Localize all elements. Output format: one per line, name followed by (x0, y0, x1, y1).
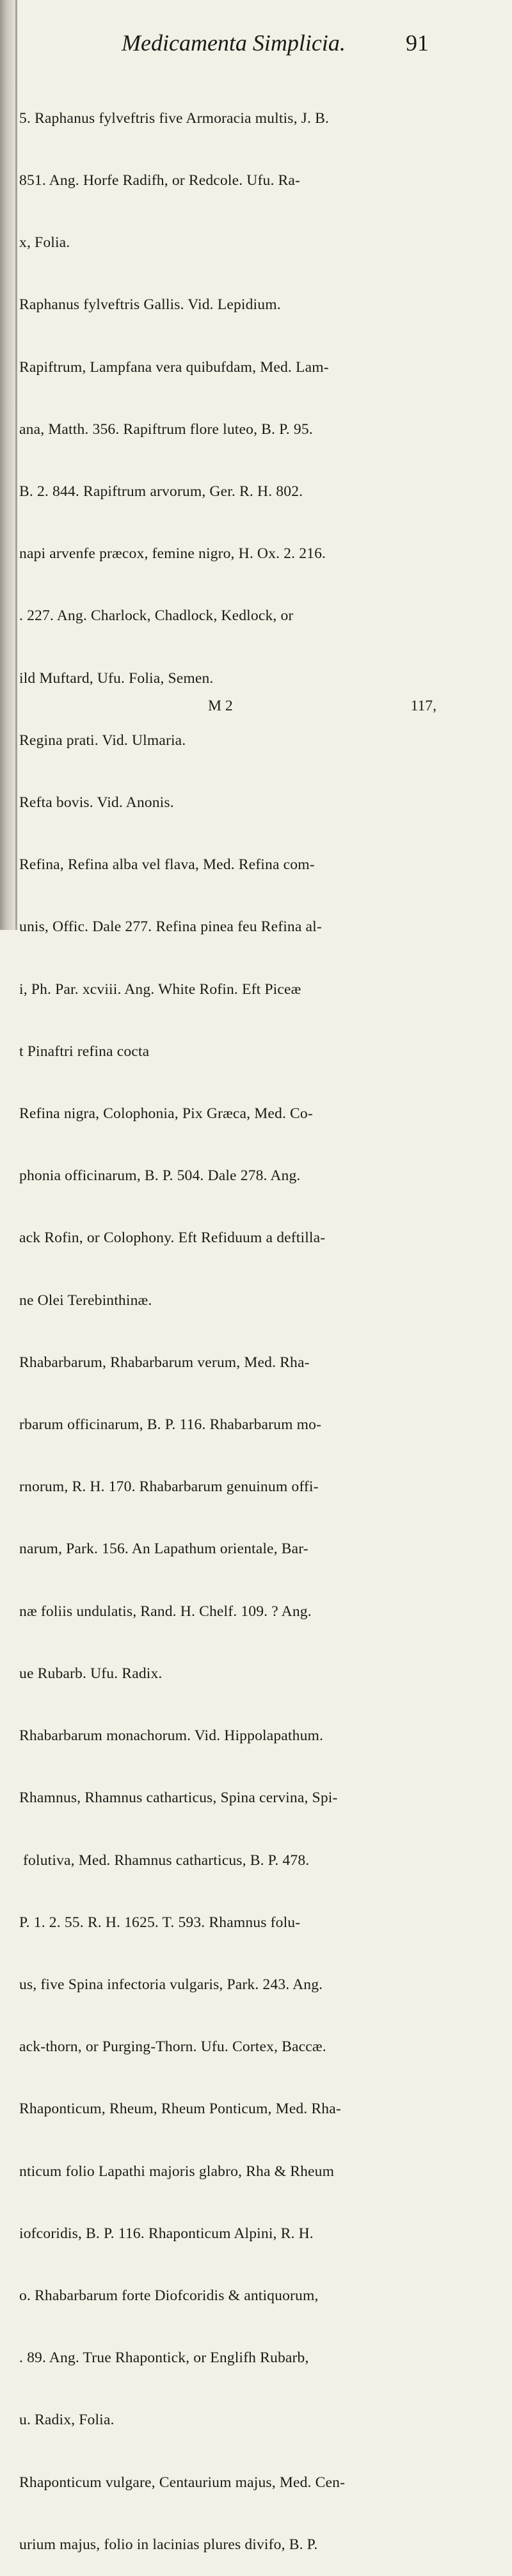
running-head: Medicamenta Simplicia. (122, 30, 346, 56)
text-line: t Pinaftri refina cocta (19, 1043, 150, 1060)
text-line: ack-thorn, or Purging-Thorn. Ufu. Cortex, Baccæ. (19, 2038, 326, 2056)
text-line: Regina prati. Vid. Ulmaria. (19, 732, 186, 749)
text-line: u. Radix, Folia. (19, 2412, 115, 2429)
text-line: nticum folio Lapathi majoris glabro, Rha & Rheum (19, 2163, 335, 2180)
page-footer (19, 698, 442, 718)
text-line: Rhaponticum, Rheum, Rheum Ponticum, Med. Rha- (19, 2100, 341, 2118)
text-line: folutiva, Med. Rhamnus catharticus, B. P. 478. (19, 1852, 310, 1869)
text-line: Refta bovis. Vid. Anonis. (19, 794, 174, 812)
text-line: ana, Matth. 356. Rapiftrum flore luteo, B. P. 95. (19, 420, 313, 438)
text-line: i, Ph. Par. xcviii. Ang. White Rofin. Eft Piceæ (19, 980, 301, 998)
text-line: narum, Park. 156. An Lapathum orientale, Bar- (19, 1540, 308, 1558)
text-line: ild Muftard, Ufu. Folia, Semen. (19, 669, 214, 687)
text-line: Rhamnus, Rhamnus catharticus, Spina cervina, Spi- (19, 1789, 338, 1807)
text-line: rnorum, R. H. 170. Rhabarbarum genuinum offi- (19, 1478, 319, 1496)
text-line: Refina nigra, Colophonia, Pix Græca, Med. Co- (19, 1105, 313, 1123)
text-line: Rhabarbarum monachorum. Vid. Hippolapathum. (19, 1727, 324, 1745)
text-line: 851. Ang. Horfe Radifh, or Redcole. Ufu. Ra- (19, 172, 301, 189)
text-line: ne Olei Terebinthinæ. (19, 1292, 152, 1309)
text-line: us, five Spina infectoria vulgaris, Park. 243. Ang. (19, 1976, 323, 1993)
text-line: . 227. Ang. Charlock, Chadlock, Kedlock, or (19, 607, 294, 625)
text-line: x, Folia. (19, 234, 70, 252)
signature-mark: M 2 (208, 698, 233, 714)
text-line: iofcoridis, B. P. 116. Rhaponticum Alpini, R. H. (19, 2225, 314, 2242)
text-line: o. Rhabarbarum forte Diofcoridis & antiquorum, (19, 2287, 319, 2304)
text-line: næ foliis undulatis, Rand. H. Chelf. 109. ? Ang. (19, 1603, 312, 1620)
text-line: Rapiftrum, Lampfana vera quibufdam, Med. Lam- (19, 358, 329, 376)
text-line: ue Rubarb. Ufu. Radix. (19, 1665, 163, 1682)
text-line: Refina, Refina alba vel flava, Med. Refina com- (19, 856, 315, 874)
page-number: 91 (406, 30, 429, 56)
text-line: 5. Raphanus fylveftris five Armoracia multis, J. B. (19, 109, 330, 127)
page-body (19, 67, 442, 2576)
text-line: Raphanus fylveftris Gallis. Vid. Lepidium. (19, 296, 281, 314)
text-line: ack Rofin, or Colophony. Eft Refiduum a deftilla- (19, 1229, 326, 1247)
page-header (122, 27, 429, 61)
binding-gutter (0, 0, 17, 930)
text-line: unis, Offic. Dale 277. Refina pinea feu Refina al- (19, 918, 322, 936)
text-line: Rhabarbarum, Rhabarbarum verum, Med. Rha- (19, 1354, 310, 1371)
text-line: napi arvenfe præcox, femine nigro, H. Ox. 2. 216. (19, 545, 326, 563)
catchword: 117, (410, 698, 436, 714)
text-line: phonia officinarum, B. P. 504. Dale 278. Ang. (19, 1167, 301, 1185)
text-line: urium majus, folio in lacinias plures divifo, B. P. (19, 2536, 318, 2553)
text-line: . 89. Ang. True Rhapontick, or Englifh Rubarb, (19, 2349, 309, 2367)
text-line: rbarum officinarum, B. P. 116. Rhabarbarum mo- (19, 1416, 322, 1434)
text-line: P. 1. 2. 55. R. H. 1625. T. 593. Rhamnus folu- (19, 1914, 301, 1931)
binding-edge (15, 0, 17, 930)
text-line: Rhaponticum vulgare, Centaurium majus, Med. Cen- (19, 2474, 346, 2491)
text-line: B. 2. 844. Rapiftrum arvorum, Ger. R. H. 802. (19, 483, 303, 500)
